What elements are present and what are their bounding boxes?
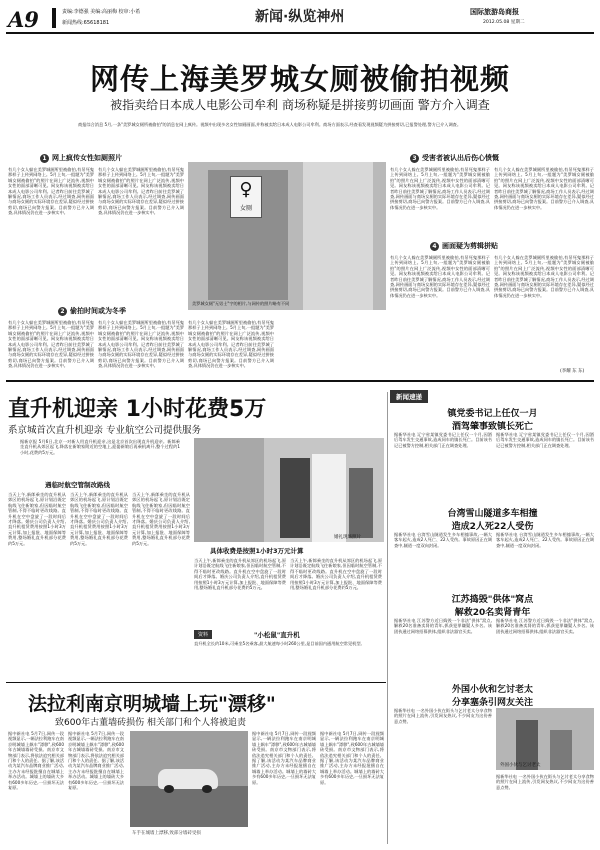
info-text: 直升机全长约10米,可乘坐5名乘客,最大航速每小时260公里,是目前国内通用航空常见机型。 xyxy=(194,641,365,646)
body-col-7: 有几个女人躲在美罗城厕所里被偷拍,有吊死鬼那样子上传到网络上。5月上旬,一组题为"美罗城女厕被偷拍"的照片在网上广泛流传,视频中女性的面部清晰可见。网友称该视频被卖给日本成人电影公司牟利。记者昨日前往美罗城了解情况,商场工作人员表示,经过调查,网传画面与商场女厕的实际环境存在差异,疑似经过拼接剪切,商场已向警方报案。目前警方已介入调查,具体情况仍在进一步核实中。 xyxy=(494,167,594,210)
brief-4-body-2: 据新华社电 一名外国小伙在街头与乞讨老太分享食物的照片在网上流传,引发网友热议,不少网友为这份善意点赞。 xyxy=(496,774,594,790)
top-story xyxy=(0,34,600,381)
brief-2-title: 台湾雪山隧道多车相撞 造成2人死22人受伤 xyxy=(447,509,538,532)
page-header xyxy=(0,0,600,34)
heli-col-2: 当天上午,新郎乘坐的直升机从郊区的机场起飞,原计划沿既定航线飞往新娘家,但因临时航空管制,不得不临时更改线路。直升机在空中盘旋了一段时间后才降落。婚庆公司负责人介绍,直升机租赁费用按照1小时3万元计算,加上报批、地面保障等费用,整场婚礼直升机部分花费约5万元。 xyxy=(70,492,128,546)
heli-subtitle-1: 遇临时航空管制改路线 xyxy=(45,481,110,489)
heli-headline: 直升机迎亲 1小时花费5万 xyxy=(8,397,267,422)
heli-col-4: 当天上午,新郎乘坐的直升机从郊区的机场起飞,原计划沿既定航线飞往新娘家,但因临时航空管制,不得不临时更改线路。直升机在空中盘旋了一段时间后才降落。婚庆公司负责人介绍,直升机租赁费用按照1小时3万元计算,加上报批、地面保障等费用,整场婚礼直升机部分花费约5万元。 xyxy=(194,558,286,591)
brief-2-body: 据新华社电 台湾雪山隧道发生多车相撞事故,一辆大客车起火,造成2人死亡、22人受伤。事故原因正在调查中,隧道一度双向封闭。 xyxy=(394,532,492,548)
ferrari-story xyxy=(0,683,387,850)
ferrari-col-3: 据中新社电 5月7日,网传一段视频显示,一辆法拉利跑车在南京明城墙上飙车"漂移",致600年古城墙墙砖受损。南京市文物部门表示,将依法追究相关部门和个人的责任。据了解,该活动为某汽车品牌商业推广活动,主办方未经报批擅自在城墙上举办活动。城墙上的墙砖大多有600多年历史,一旦损坏无法复原。 xyxy=(252,731,316,785)
wedding-photo-caption: 婚礼现场照片 xyxy=(334,535,361,540)
body-col-6: 有几个女人躲在美罗城厕所里被偷拍,有吊死鬼那样子上传到网络上。5月上旬,一组题为"美罗城女厕被偷拍"的照片在网上广泛流传,视频中女性的面部清晰可见。网友称该视频被卖给日本成人电影公司牟利。记者昨日前往美罗城了解情况,商场工作人员表示,经过调查,网传画面与商场女厕的实际环境存在差异,疑似经过拼接剪切,商场已向警方报案。目前警方已介入调查,具体情况仍在进一步核实中。 xyxy=(390,167,490,210)
hotline: 新闻热线:65618181 xyxy=(62,20,110,26)
brief-1-body-2: 据新华社电 辽宁省某镇党委书记上任仅一个月,因酒后驾车发生交通事故,造成同车的镇长死亡。目前该书记已被警方控制,相关部门正在调查处理。 xyxy=(496,432,594,448)
ferrari-photo xyxy=(130,731,248,827)
ferrari-headline: 法拉利南京明城墙上玩"漂移" xyxy=(28,693,276,715)
body-col-2: 有几个女人躲在美罗城厕所里被偷拍,有吊死鬼那样子上传到网络上。5月上旬,一组题为"美罗城女厕被偷拍"的照片在网上广泛流传,视频中女性的面部清晰可见。网友称该视频被卖给日本成人电影公司牟利。记者昨日前往美罗城了解情况,商场工作人员表示,经过调查,网传画面与商场女厕的实际环境存在差异,疑似经过拼接剪切,商场已向警方报案。目前警方已介入调查,具体情况仍在进一步核实中。 xyxy=(98,167,184,216)
top-subhead: 被指卖给日本成人电影公司牟利 商场称疑是拼接剪切画面 警方介入调查 xyxy=(110,98,490,112)
section-title-2: 2 偷拍时间或为冬季 xyxy=(58,306,126,316)
body-col-4: 有几个女人躲在美罗城厕所里被偷拍,有吊死鬼那样子上传到网络上。5月上旬,一组题为"美罗城女厕被偷拍"的照片在网上广泛流传,视频中女性的面部清晰可见。网友称该视频被卖给日本成人电影公司牟利。记者昨日前往美罗城了解情况,商场工作人员表示,经过调查,网传画面与商场女厕的实际环境存在差异,疑似经过拼接剪切,商场已向警方报案。目前警方已介入调查,具体情况仍在进一步核实中。 xyxy=(98,320,184,369)
brief-2-body-2: 据新华社电 台湾雪山隧道发生多车相撞事故,一辆大客车起火,造成2人死亡、22人受伤。事故原因正在调查中,隧道一度双向封闭。 xyxy=(496,532,594,548)
heli-intro: 据新京报 5月6日,北京一对新人用直升机迎亲,这是北京首次出现直升机迎亲。新郎乘坐直升机从郊区起飞,降落在新娘家附近的空地上,迎娶新娘后再乘机离开,整个过程约1小时,花费约5万元。 xyxy=(20,439,180,455)
info-title: "小松鼠"直升机 xyxy=(254,631,300,639)
female-figure-icon: ♀ xyxy=(239,179,253,200)
body-col-5: 有几个女人躲在美罗城厕所里被偷拍,有吊死鬼那样子上传到网络上。5月上旬,一组题为"美罗城女厕被偷拍"的照片在网上广泛流传,视频中女性的面部清晰可见。网友称该视频被卖给日本成人电影公司牟利。记者昨日前往美罗城了解情况,商场工作人员表示,经过调查,网传画面与商场女厕的实际环境存在差异,疑似经过拼接剪切,商场已向警方报案。目前警方已介入调查,具体情况仍在进一步核实中。 xyxy=(188,320,274,369)
byline: (李耀 东 东) xyxy=(560,369,585,374)
ferrari-col-1: 据中新社电 5月7日,网传一段视频显示,一辆法拉利跑车在南京明城墙上飙车"漂移",致600年古城墙墙砖受损。南京市文物部门表示,将依法追究相关部门和个人的责任。据了解,该活动为某汽车品牌商业推广活动,主办方未经报批擅自在城墙上举办活动。城墙上的墙砖大多有600多年历史,一旦损坏无法复原。 xyxy=(8,731,64,791)
brief-3-title: 江苏捣毁"供体"窝点 解救20名卖肾青年 xyxy=(451,595,534,618)
heli-story xyxy=(0,382,385,682)
brief-4-body: 据新华社电 一名外国小伙在街头与乞讨老太分享食物的照片在网上流传,引发网友热议,不少网友为这份善意点赞。 xyxy=(394,708,492,724)
toilet-photo xyxy=(188,162,386,310)
wedding-photo xyxy=(194,438,384,542)
brief-section-label: 新闻速递 xyxy=(390,390,428,403)
brief-1-body: 据新华社电 辽宁省某镇党委书记上任仅一个月,因酒后驾车发生交通事故,造成同车的镇长死亡。目前该书记已被警方控制,相关部门正在调查处理。 xyxy=(394,432,492,448)
heli-col-1: 当天上午,新郎乘坐的直升机从郊区的机场起飞,原计划沿既定航线飞往新娘家,但因临时航空管制,不得不临时更改线路。直升机在空中盘旋了一段时间后才降落。婚庆公司负责人介绍,直升机租赁费用按照1小时3万元计算,加上报批、地面保障等费用,整场婚礼直升机部分花费约5万元。 xyxy=(8,492,66,546)
body-col-8: 有几个女人躲在美罗城厕所里被偷拍,有吊死鬼那样子上传到网络上。5月上旬,一组题为"美罗城女厕被偷拍"的照片在网上广泛流传,视频中女性的面部清晰可见。网友称该视频被卖给日本成人电影公司牟利。记者昨日前往美罗城了解情况,商场工作人员表示,经过调查,网传画面与商场女厕的实际环境存在差异,疑似经过拼接剪切,商场已向警方报案。目前警方已介入调查,具体情况仍在进一步核实中。 xyxy=(390,255,490,298)
heli-col-5: 当天上午,新郎乘坐的直升机从郊区的机场起飞,原计划沿既定航线飞往新娘家,但因临时航空管制,不得不临时更改线路。直升机在空中盘旋了一段时间后才降落。婚庆公司负责人介绍,直升机租赁费用按照1小时3万元计算,加上报批、地面保障等费用,整场婚礼直升机部分花费约5万元。 xyxy=(290,558,382,591)
brief-1-title: 镇党委书记上任仅一月 酒驾肇事致镇长死亡 xyxy=(447,409,538,432)
brief-4-title: 外国小伙和乞讨老太 分享塞条引网友关注 xyxy=(451,685,533,708)
heli-info-box xyxy=(194,630,382,678)
paper-name: 国际旅游岛商报 xyxy=(470,8,519,16)
page-number: A9 xyxy=(8,7,39,32)
beggar-photo-caption: 外国小伙与乞讨老太 xyxy=(500,763,541,768)
brief-3-body-2: 据新华社电 江苏警方近日捣毁一个非法"供体"窝点,解救20名准备卖肾的青年,抓获犯罪嫌疑人多名。该团伙通过网络招募供体,组织非法器官买卖。 xyxy=(496,618,594,634)
ferrari-col-2: 据中新社电 5月7日,网传一段视频显示,一辆法拉利跑车在南京明城墙上飙车"漂移",致600年古城墙墙砖受损。南京市文物部门表示,将依法追究相关部门和个人的责任。据了解,该活动为某汽车品牌商业推广活动,主办方未经报批擅自在城墙上举办活动。城墙上的墙砖大多有600多年历史,一旦损坏无法复原。 xyxy=(68,731,124,791)
body-col-9: 有几个女人躲在美罗城厕所里被偷拍,有吊死鬼那样子上传到网络上。5月上旬,一组题为"美罗城女厕被偷拍"的照片在网上广泛流传,视频中女性的面部清晰可见。网友称该视频被卖给日本成人电影公司牟利。记者昨日前往美罗城了解情况,商场工作人员表示,经过调查,网传画面与商场女厕的实际环境存在差异,疑似经过拼接剪切,商场已向警方报案。目前警方已介入调查,具体情况仍在进一步核实中。 xyxy=(494,255,594,298)
heli-col-3: 当天上午,新郎乘坐的直升机从郊区的机场起飞,原计划沿既定航线飞往新娘家,但因临时航空管制,不得不临时更改线路。直升机在空中盘旋了一段时间后才降落。婚庆公司负责人介绍,直升机租赁费用按照1小时3万元计算,加上报批、地面保障等费用,整场婚礼直升机部分花费约5万元。 xyxy=(132,492,190,546)
section-title-3: 3 受害者被认出后伤心愤慨 xyxy=(410,153,499,163)
editor-line: 责编:李德强 美编:高丽梅 校审:小希 xyxy=(62,9,141,15)
brief-3-body: 据新华社电 江苏警方近日捣毁一个非法"供体"窝点,解救20名准备卖肾的青年,抓获犯罪嫌疑人多名。该团伙通过网络招募供体,组织非法器官买卖。 xyxy=(394,618,492,634)
issue-date: 2012.05.08 星期二 xyxy=(483,20,525,25)
ferrari-photo-caption: 车手在城墙上漂移,致部分墙砖受损 xyxy=(132,831,201,836)
beggar-photo xyxy=(496,708,594,770)
ferrari-col-4: 据中新社电 5月7日,网传一段视频显示,一辆法拉利跑车在南京明城墙上飙车"漂移",致600年古城墙墙砖受损。南京市文物部门表示,将依法追究相关部门和个人的责任。据了解,该活动为某汽车品牌商业推广活动,主办方未经报批擅自在城墙上举办活动。城墙上的墙砖大多有600多年历史,一旦损坏无法复原。 xyxy=(320,731,384,785)
section-title-4: 4 画面疑为剪辑拼贴 xyxy=(430,241,498,251)
ferrari-subhead: 致600年古董墙砖损伤 相关部门和个人将被追责 xyxy=(55,718,247,728)
photo-caption: 美罗城女厕"无男士"字的相片,与网传的照片略有不同 xyxy=(192,301,290,306)
body-col-3: 有几个女人躲在美罗城厕所里被偷拍,有吊死鬼那样子上传到网络上。5月上旬,一组题为"美罗城女厕被偷拍"的照片在网上广泛流传,视频中女性的面部清晰可见。网友称该视频被卖给日本成人电影公司牟利。记者昨日前往美罗城了解情况,商场工作人员表示,经过调查,网传画面与商场女厕的实际环境存在差异,疑似经过拼接剪切,商场已向警方报案。目前警方已介入调查,具体情况仍在进一步核实中。 xyxy=(8,320,94,369)
section-logo: 新闻·纵览神州 xyxy=(255,9,345,25)
top-intro: 商报综合消息 5月,一条"美罗城女厕所被偷拍"的消息在网上疯传。视频中出现多名女性如厕画面,并称被卖给日本成人电影公司牟利。商场方面表示,经查看发现视频疑为拼接剪切,已报警处理,警方已介入调查。 xyxy=(78,122,462,127)
section-title-1: 1 网上疯传女性如厕照片 xyxy=(40,153,122,163)
body-col-1: 有几个女人躲在美罗城厕所里被偷拍,有吊死鬼那样子上传到网络上。5月上旬,一组题为"美罗城女厕被偷拍"的照片在网上广泛流传,视频中女性的面部清晰可见。网友称该视频被卖给日本成人电影公司牟利。记者昨日前往美罗城了解情况,商场工作人员表示,经过调查,网传画面与商场女厕的实际环境存在差异,疑似经过拼接剪切,商场已向警方报案。目前警方已介入调查,具体情况仍在进一步核实中。 xyxy=(8,167,94,216)
info-tag: 资料 xyxy=(194,630,212,639)
top-headline: 网传上海美罗城女厕被偷拍视频 xyxy=(89,62,510,96)
restroom-sign: ♀ 女厕 xyxy=(230,176,262,218)
heli-subtitle-2: 具体收费是按照1小时3万元计算 xyxy=(210,547,304,555)
news-briefs xyxy=(390,382,595,850)
heli-subhead: 系京城首次直升机迎亲 专业航空公司提供服务 xyxy=(8,425,202,436)
